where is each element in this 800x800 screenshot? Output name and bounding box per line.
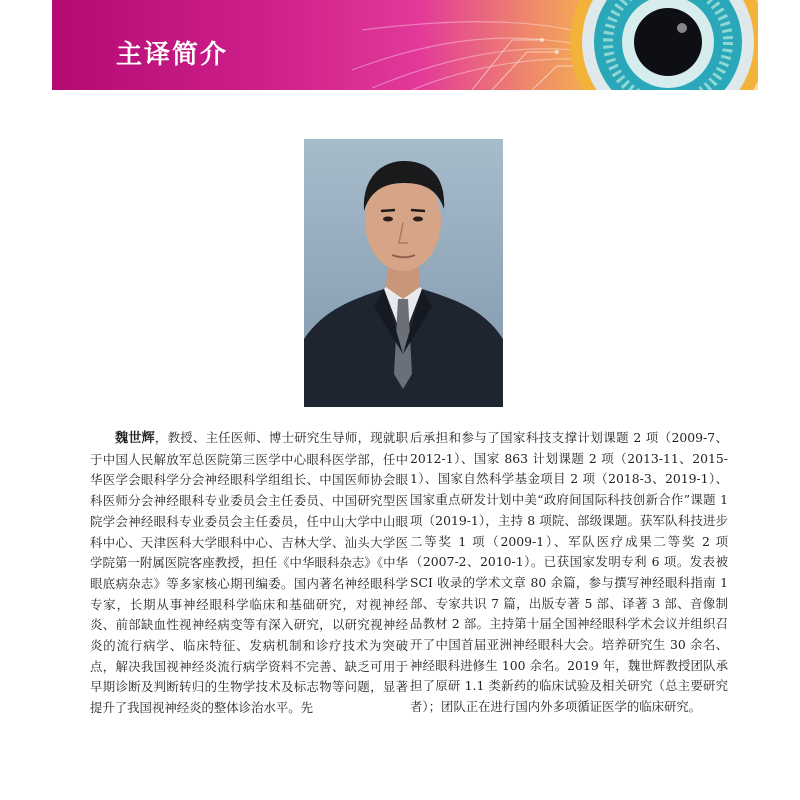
bio-text-right: 后承担和参与了国家科技支撑计划课题 2 项（2009-7、2012-1）、国家 863 计划课题 2 项（2013-11、2015-1）、国家自然科学基金项目 2 项（2018-3、2019-1）、国家重点研发计划中美“政府间国际科技创新合作”课题 1 项（2019-1），主持 8 项院、部级课题。获军队科技进步二等奖 1 项（2009-1）、军队医疗成果二等奖 2 项（2007-2、2010-1）。已获国家发明专利 6 项。发表被 SCI 收录的学术文章 80 余篇，参与撰写神经眼科指南 1 部、专家共识 7 篇，出版专著 5 部、译著 3 部、音像制品教材 2 部。主持第十届全国神经眼科学术会议并组织召开了中国首届亚洲神经眼科大会。培养研究生 30 余名、神经眼科进修生 100 余名。2019 年，魏世辉教授团队承担了原研 1.1 类新药的临床试验及相关研究（总主要研究者）；团队正在进行国内外多项循证医学的临床研究。 <box>410 430 728 715</box>
portrait-photo-icon <box>304 139 503 407</box>
author-name: 魏世辉 <box>114 431 155 446</box>
author-portrait <box>304 139 503 407</box>
page-title: 主译简介 <box>116 40 229 70</box>
bio-left-column <box>90 428 408 719</box>
eye-iris-graphic <box>570 0 758 90</box>
bio-right-column <box>410 428 728 718</box>
header-banner <box>52 0 758 90</box>
bio-text-left: ，教授、主任医师、博士研究生导师，现就职于中国人民解放军总医院第三医学中心眼科医学部，任中华医学会眼科学分会神经眼科学组组长、中国医师协会眼科医师分会神经眼科专业委员会主任委员、中国研究型医院学会神经眼科专业委员会主任委员，任中山大学中山眼科中心、天津医科大学眼科中心、吉林大学、汕头大学医学院第一附属医院客座教授，担任《中华眼科杂志》《中华眼底病杂志》等多家核心期刊编委。国内著名神经眼科学专家，长期从事神经眼科学临床和基础研究，对视神经炎、前部缺血性视神经病变等有深入研究，以研究视神经炎的流行病学、临床特征、发病机制和诊疗技术为突破点，解决我国视神经炎流行病学资料不完善、缺乏可用于早期诊断及判断转归的生物学技术及标志物等问题，显著提升了我国视神经炎的整体诊治水平。先 <box>90 430 408 716</box>
